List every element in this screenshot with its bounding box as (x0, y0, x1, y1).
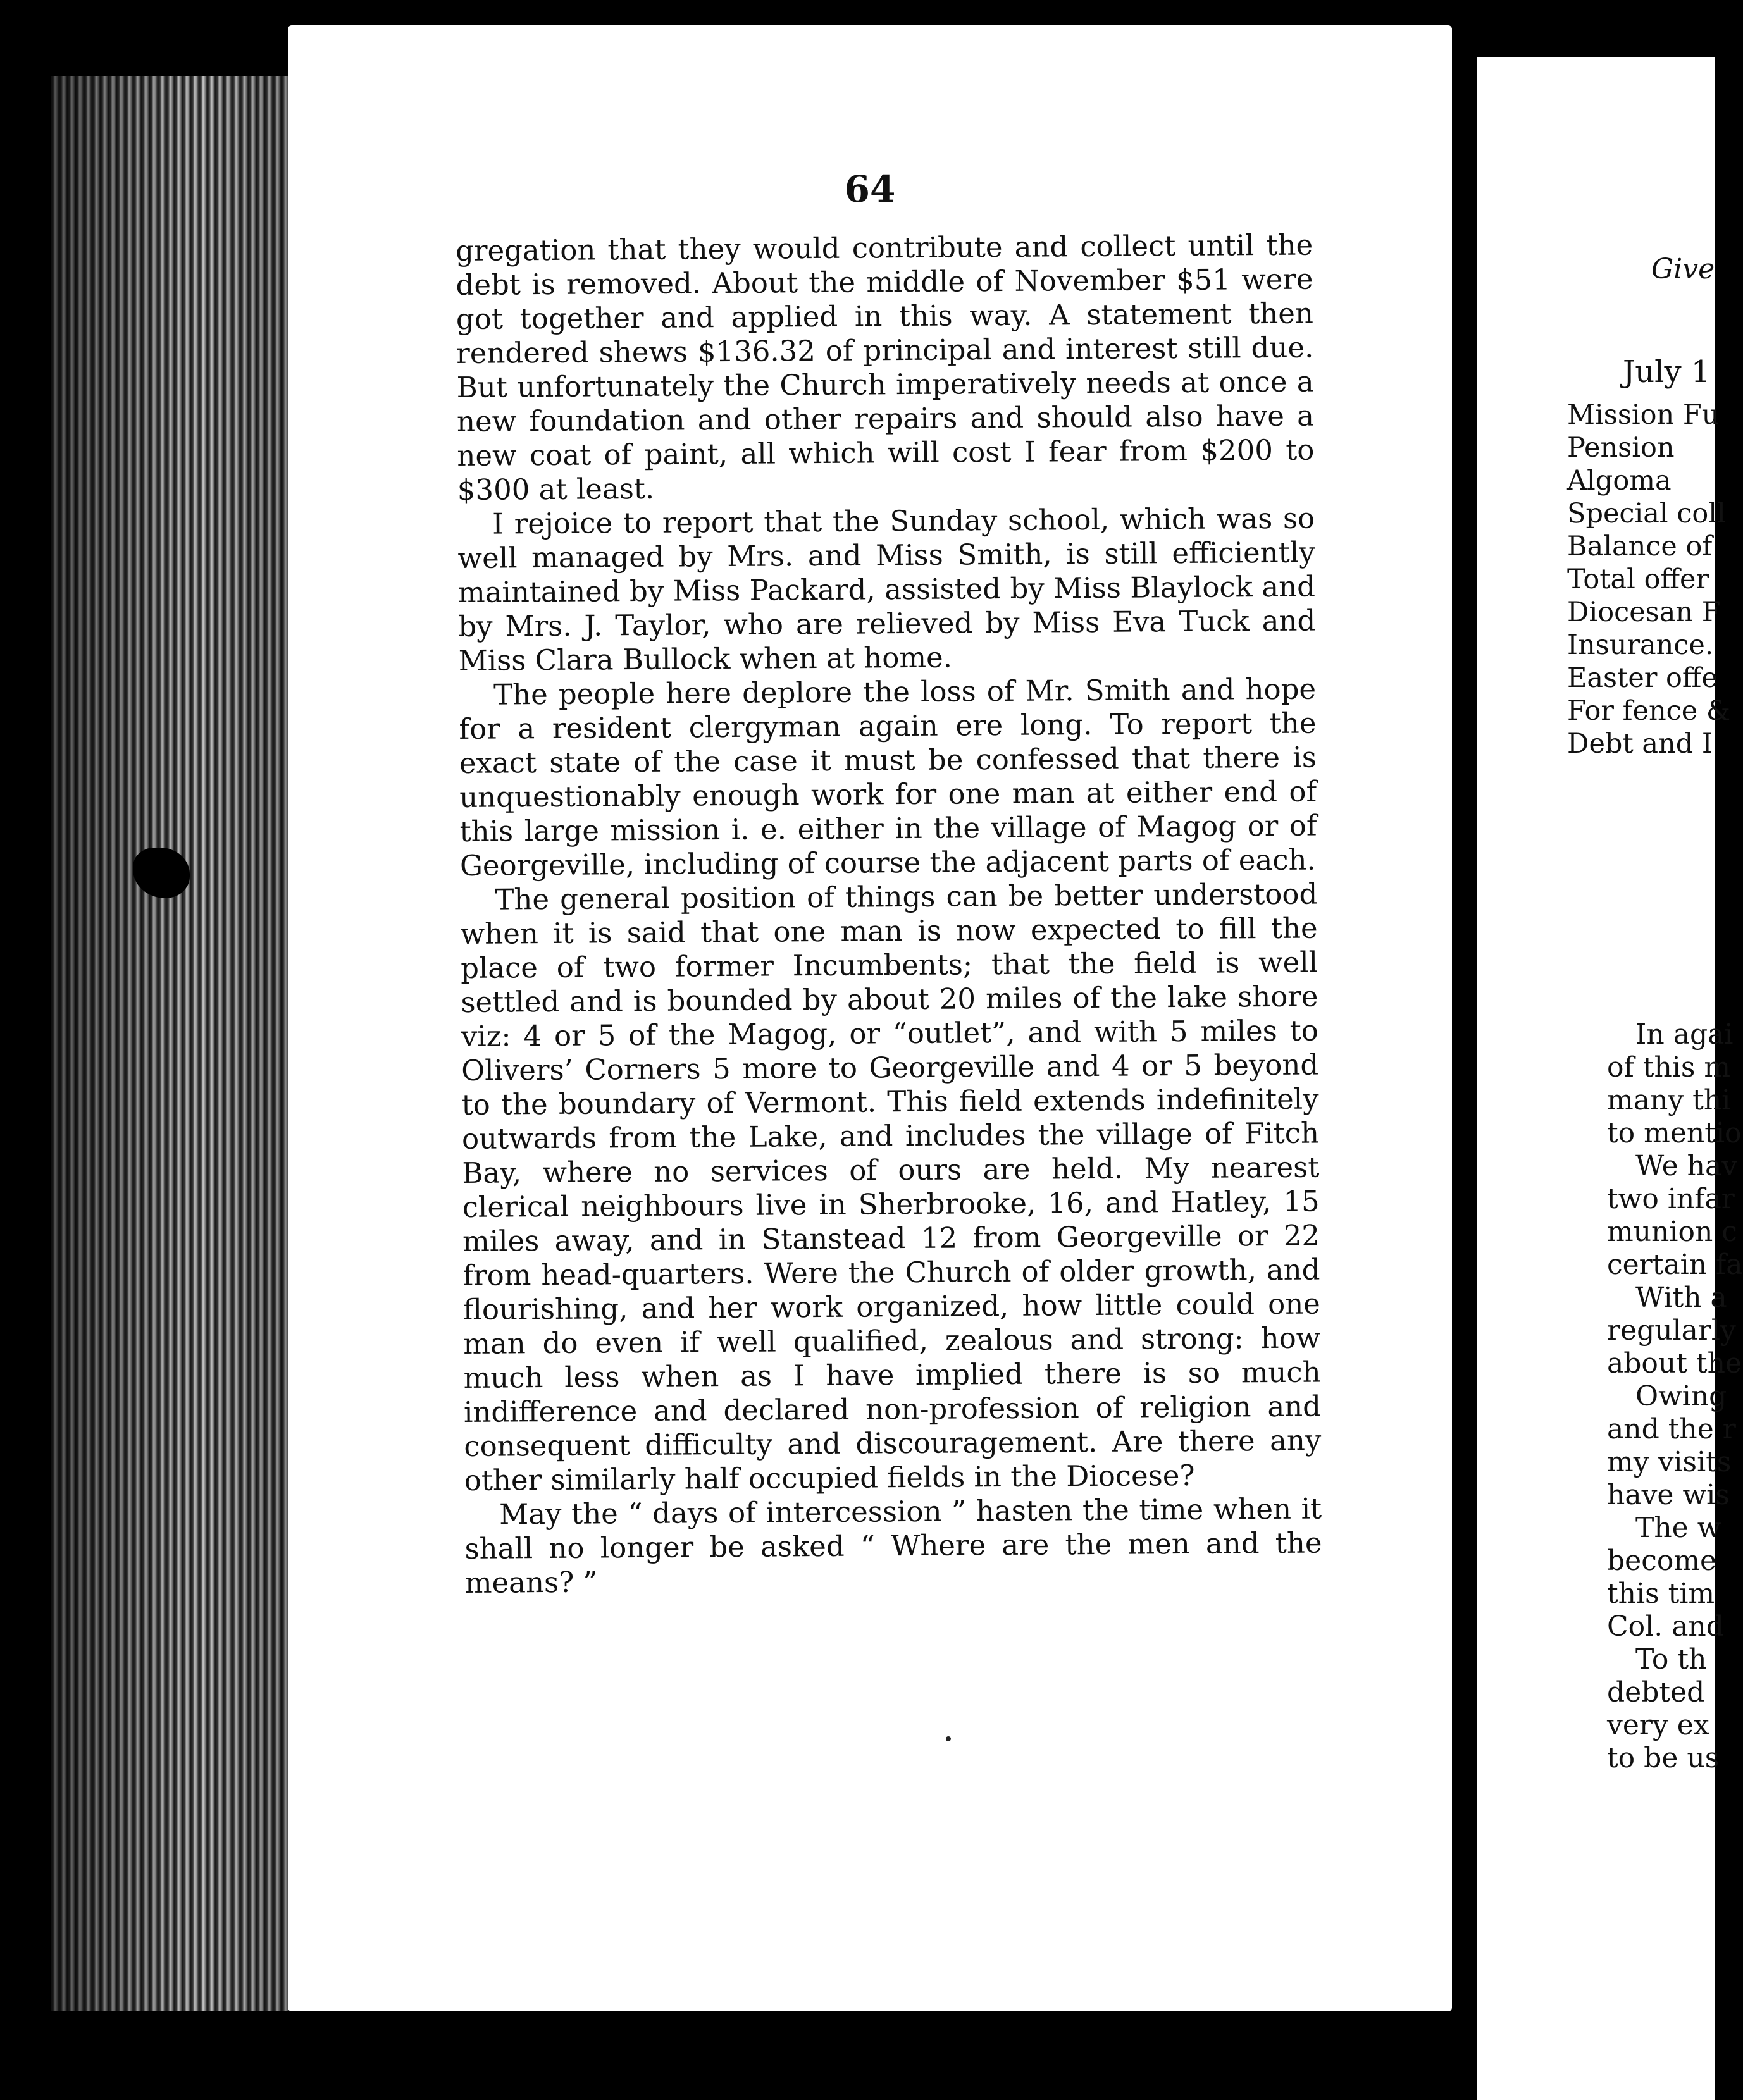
text-line: have wis (1607, 1479, 1730, 1511)
book-page-edges (51, 76, 297, 2011)
table-row: Total offer (1567, 564, 1709, 595)
text-line: become (1607, 1545, 1717, 1577)
facing-page-date: July 1 (1623, 354, 1711, 390)
text-line: two infar (1607, 1183, 1735, 1215)
text-line: With a (1635, 1282, 1727, 1314)
stray-mark (946, 1736, 951, 1741)
text-line: and the r (1607, 1413, 1736, 1445)
text-line: To th (1635, 1643, 1707, 1676)
text-line: In agai (1635, 1018, 1734, 1051)
text-line: munion c (1607, 1216, 1737, 1248)
text-line: Col. and (1607, 1610, 1724, 1643)
book-gutter (1452, 25, 1477, 2037)
text-line: debted (1607, 1676, 1705, 1708)
facing-page (1477, 57, 1743, 2100)
facing-page-table (1567, 398, 1730, 760)
table-row: Pension (1567, 432, 1675, 464)
table-row: Diocesan F (1567, 596, 1721, 628)
text-line: this tim (1607, 1578, 1715, 1610)
table-row: Special coll (1567, 498, 1726, 529)
paragraph: The general position of things can be better understood when it is said that one man is now expected to fill the place of two former Incumbents; that the field is well settled and is bounded by about 20 miles of the lake shore viz: 4 or 5 of the Magog, or “outlet”, and with 5 miles to Olivers’ Corners 5 more to Georgeville and 4 or 5 beyond to the boundary of Vermont. This field extends indefinitely outwards from the Lake, and includes the village of Fitch Bay, where no services of ours are held. My nearest clerical neighbours live in Sherbrooke, 16, and Hatley, 15 miles away, and in Stanstead 12 from Georgeville or 22 from head-quarters. Were the Church of older growth, and flourishing, and her work organized, how little could one man do even if well qualified, zealous and strong: how much less when as I have implied there is so much indifference and declared non-profession of religion and consequent difficulty and discouragement. Are there any other similarly half occupied fields in the Diocese? (460, 877, 1322, 1497)
table-row: Insurance. (1567, 629, 1714, 661)
table-row: Algoma (1567, 465, 1672, 497)
text-line: of this m (1607, 1051, 1731, 1084)
table-row: Easter offe (1567, 662, 1718, 694)
text-line: my visits (1607, 1446, 1732, 1478)
paragraph: May the “ days of intercession ” hasten the time when it shall no longer be asked “ Where are the men and the means? ” (464, 1492, 1322, 1600)
paragraph: I rejoice to report that the Sunday school, which was so well managed by Mrs. and Miss Smith, is still efficiently maintained by Miss Packard, assisted by Miss Blaylock and by Mrs. J. Taylor, who are relieved by Miss Eva Tuck and Miss Clara Bullock when at home. (457, 501, 1316, 677)
table-row: Balance of (1567, 531, 1713, 562)
text-line: to mentio (1607, 1117, 1742, 1149)
table-row: For fence & (1567, 695, 1731, 727)
text-line: to be us (1607, 1742, 1720, 1774)
left-page (288, 25, 1452, 2011)
table-row: Mission Fu (1567, 399, 1720, 431)
text-line: regularly (1607, 1314, 1736, 1347)
text-line: We hav (1635, 1150, 1738, 1182)
paragraph: gregation that they would contribute and collect until the debt is removed. About the middle of November $51 were got together and applied in this way. A statement then rendered shews $136.32 of principal and interest still due. But unfortunately the Church imperatively needs at once a new foundation and other repairs and should also have a new coat of paint, all which will cost I fear from $200 to $300 at least. (456, 228, 1315, 507)
facing-page-text (1607, 1018, 1743, 1775)
text-line: very ex (1607, 1709, 1709, 1741)
text-line: many thi (1607, 1084, 1731, 1116)
table-row: Debt and I (1567, 728, 1713, 760)
page-number: 64 (844, 168, 896, 211)
page-body-text (456, 228, 1322, 1600)
facing-page-header: Give (1651, 253, 1715, 285)
text-line: about the (1607, 1347, 1742, 1380)
text-line: The w (1635, 1512, 1721, 1544)
paragraph: The people here deplore the loss of Mr. Smith and hope for a resident clergyman again ere long. To report the exact state of the case it must be confessed that there is unquestionably enough work for one man at either end of this large mission i. e. either in the village of Magog or of Georgeville, including of course the adjacent parts of each. (459, 672, 1317, 882)
text-line: certain fa (1607, 1249, 1743, 1281)
text-line: Owing (1635, 1380, 1727, 1412)
